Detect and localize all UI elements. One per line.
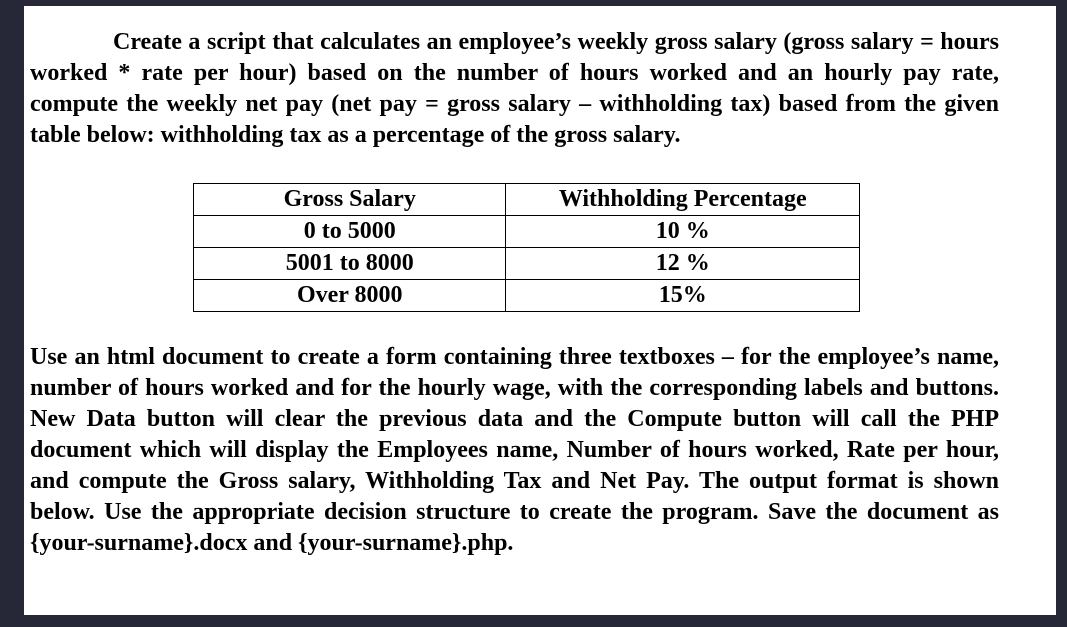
withholding-percentage-cell: 15% [506,280,860,312]
header-withholding-percentage: Withholding Percentage [506,184,860,216]
withholding-tax-table [193,183,860,312]
table-row [194,248,860,280]
table-row [194,216,860,248]
header-gross-salary: Gross Salary [194,184,506,216]
instructions-paragraph-2: Use an html document to create a form containing three textboxes – for the employee’s name, number of hours worked and for the hourly wage, with the corresponding labels and buttons. New Data button will clear the previous data and the Compute button will call the PHP document which will display the Employees name, Number of hours worked, Rate per hour, and compute the Gross salary, Withholding Tax and Net Pay. The output format is shown below. Use the appropriate decision structure to create the program. Save the document as {your-surname}.docx and {your-surname}.php. [30,344,999,556]
instructions-paragraph-1: Create a script that calculates an employee’s weekly gross salary (gross salary = hours worked * rate per hour) based on the number of hours worked and an hourly pay rate, compute the weekly net pay (net pay = gross salary – withholding tax) based from the given table below: withholding tax as a percentage of the gross salary. [30,29,999,148]
table-row [194,280,860,312]
document-page [24,6,1056,615]
gross-salary-cell: Over 8000 [194,280,506,312]
gross-salary-cell: 5001 to 8000 [194,248,506,280]
gross-salary-cell: 0 to 5000 [194,216,506,248]
withholding-percentage-cell: 12 % [506,248,860,280]
table-header-row [194,184,860,216]
withholding-percentage-cell: 10 % [506,216,860,248]
